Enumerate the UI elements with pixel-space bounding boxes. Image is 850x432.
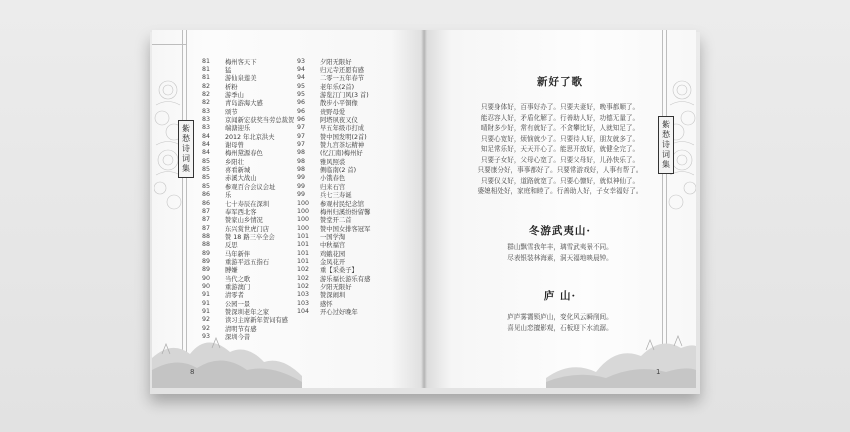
toc-page-number: 90	[202, 274, 211, 282]
poem-line: 庐庐雾霭锁庐山，变化风云瞬削间。	[507, 313, 613, 321]
poem-line: 只要心宽好，烦恼就少了。只要待人好，朋友就多了。	[480, 134, 640, 143]
toc-entry-title: 膊嫌	[225, 267, 238, 275]
right-page	[424, 30, 696, 388]
toc-entry-title: 猛	[225, 67, 232, 75]
toc-entry-title: 鸡蛾花园	[320, 250, 346, 258]
toc-entry-title: 开心过好晚年	[320, 308, 358, 316]
toc-entry-title: 2012 年北京洪夫	[225, 133, 275, 141]
toc-page-number: 100	[297, 199, 310, 207]
toc-entry-title: 喜看新城	[225, 167, 251, 175]
toc-page-number: 103	[297, 299, 310, 307]
toc-entry-title: 夕阳无限好	[320, 58, 352, 66]
poem-line: 群山飘雪我年丰，璃雪武夷景不同。	[507, 243, 613, 251]
toc-entry-title: 小饿春色	[320, 175, 346, 183]
toc-entry-title: 乡阳壮	[225, 158, 244, 166]
page-number: 8	[190, 368, 195, 376]
toc-entry-title: 谢母曾	[225, 142, 244, 150]
toc-entry	[297, 307, 370, 315]
toc-entry-title: 归来石宫	[320, 183, 346, 191]
toc-entry-title: 马年新伴	[225, 250, 251, 258]
toc-entry-title: 梅州黛源春色	[225, 150, 263, 158]
toc-entry-title: 重游平远五指石	[225, 258, 270, 266]
poem-line: 婆媳相处好，家庭和睦了。行善助人好，子女幸福好了。	[477, 187, 643, 195]
toc-page-number: 96	[297, 116, 306, 124]
toc-page-number: 100	[297, 216, 310, 224]
toc-entry-title: 端溏迎乐	[225, 125, 251, 133]
toc-entry-title: 清零者	[225, 292, 244, 300]
toc-page-number: 101	[297, 249, 310, 257]
toc-entry	[202, 182, 294, 190]
toc-page-number: 87	[202, 207, 211, 215]
ink-mountain-illustration	[152, 318, 302, 388]
toc-page-number: 97	[297, 132, 306, 140]
toc-entry-title: 游季山	[225, 92, 244, 100]
toc-page-number: 85	[202, 182, 211, 190]
toc-entry-title: 读习主席新年贺词有感	[225, 317, 288, 325]
toc-page-number: 84	[202, 149, 211, 157]
left-page	[152, 30, 424, 388]
ink-mountain-illustration	[546, 316, 696, 388]
toc-entry-title: 游乐福长游乐有感	[320, 275, 371, 283]
toc-page-number: 97	[297, 124, 306, 132]
toc-entry-title: 雅风照裘	[320, 158, 346, 166]
toc-entry-title: 赞九宫茶坛精神	[320, 142, 365, 150]
toc-entry-title: 赞深圳老年之家	[225, 308, 270, 316]
poem-title: 庐 山·	[543, 290, 577, 302]
toc-entry-title: 赞堂开二首	[320, 217, 352, 225]
toc-entry-title: 乐	[225, 192, 232, 200]
poem-line: 喜见山恋擅影观，石板迎下水流潺。	[507, 324, 613, 333]
toc-page-number: 101	[297, 257, 310, 265]
toc-page-number: 89	[202, 249, 211, 257]
toc-entry-title: 东兴赏世虎门店	[225, 225, 270, 233]
toc-entry-title: 梅州客天下	[225, 58, 257, 66]
toc-entry	[202, 132, 294, 140]
poem-line: 能忍容人好，矛盾化解了。行善助人好，功德无量了。	[480, 113, 640, 122]
toc-page-number: 102	[297, 274, 310, 282]
poem-title: 新好了歌	[537, 76, 583, 88]
toc-page-number: 95	[297, 91, 306, 99]
toc-entry-title: 中秋福宫	[320, 242, 346, 250]
toc-entry-title: 散步小平铜像	[320, 100, 358, 108]
toc-page-number: 84	[202, 141, 211, 149]
poem-line: 只要身体好，百事好办了。只要夫妻好，晚事都顺了。	[480, 103, 640, 111]
toc-page-number: 92	[202, 324, 211, 332]
toc-entry-title: 二零一五年春节	[320, 75, 365, 83]
poem-line: 只要仅义好，道路就宽了。只要心慷好，就似神仙了。	[480, 176, 640, 185]
toc-page-number: 91	[202, 299, 211, 307]
poem-body	[424, 242, 696, 264]
toc-entry-title: 夕阳无限好	[320, 283, 352, 291]
toc-entry-title: 赞中国女排客冠军	[320, 225, 371, 233]
toc-page-number: 88	[202, 232, 211, 240]
toc-entry-title: 颂节	[225, 108, 238, 116]
toc-entry	[202, 257, 294, 265]
toc-page-number: 82	[202, 91, 211, 99]
toc-entry-title: 兵七三寿诞	[320, 192, 352, 200]
toc-page-number: 91	[202, 291, 211, 299]
toc-page-number: 86	[202, 191, 211, 199]
book-gutter	[421, 30, 427, 388]
toc-entry-title: 老年乐(2首)	[320, 83, 355, 91]
toc-page-number: 86	[202, 199, 211, 207]
toc-page-number: 98	[297, 166, 306, 174]
toc-page-number: 101	[297, 232, 310, 240]
toc-entry-title: 一国学淘	[320, 233, 346, 241]
toc-entry-title: 当代之歌	[225, 275, 251, 283]
toc-entry-title: 参观百合会议会址	[225, 183, 276, 191]
toc-entry	[202, 282, 294, 290]
poem-line: 只要康分好，事事都好了。只要常游戏好，人事有帮了。	[477, 166, 643, 174]
toc-entry-title: 赞深闹圳	[320, 292, 346, 300]
toc-entry-title: 赞 18 路三卒全会	[225, 233, 275, 241]
toc-page-number: 96	[297, 99, 306, 107]
poem-line: 只要子女好，父母心宽了。只要父母好，儿孙快乐了。	[480, 155, 640, 164]
toc-page-number: 84	[202, 132, 211, 140]
toc-page-number: 99	[297, 174, 306, 182]
toc-entry-title: 梅州归溪纷纷留馨	[320, 208, 371, 216]
toc-page-number: 89	[202, 257, 211, 265]
toc-page-number: 100	[297, 207, 310, 215]
toc-page-number: 85	[202, 157, 211, 165]
toc-entry-title: 七十寿辰在深圳	[225, 200, 270, 208]
poem-line: 晴財多少好，常有就好了。不贪攀比好，人就知足了。	[480, 124, 640, 132]
toc-entry-title: 阿塔夙夜又仪	[320, 117, 358, 125]
toc-page-number: 98	[297, 149, 306, 157]
toc-page-number: 81	[202, 74, 211, 82]
toc-entry-title: 重游澳门	[225, 283, 251, 291]
toc-page-number: 83	[202, 107, 211, 115]
toc-entry-title: 青岛游海大感	[225, 100, 263, 108]
toc-entry-title: 赞家山乡情况	[225, 217, 263, 225]
toc-entry-title: 赞中国发明(2首)	[320, 133, 367, 141]
toc-page-number: 98	[297, 157, 306, 165]
toc-page-number: 103	[297, 291, 310, 299]
toc-entry-title: 重【采桑子】	[320, 267, 358, 275]
toc-entry-title: 奉军西北客	[225, 208, 257, 216]
toc-entry-title: 析粉	[225, 83, 238, 91]
toc-entry	[202, 74, 294, 82]
toc-entry	[297, 291, 370, 299]
poem-line: 尽表银装林海素，洞天福地映晨钟。	[507, 254, 613, 263]
toc-page-number: 97	[297, 141, 306, 149]
book-title-label: 紫愁诗词集	[178, 120, 194, 178]
toc-column-2	[297, 57, 370, 316]
toc-page-number: 94	[297, 66, 306, 74]
toc-page-number: 90	[202, 282, 211, 290]
toc-entry	[202, 149, 294, 157]
toc-entry-title: (忆江南)梅州好	[320, 150, 363, 158]
toc-entry-title: 清明节有感	[225, 325, 257, 333]
toc-page-number: 88	[202, 241, 211, 249]
toc-entry-title: 早五年级市打成	[320, 125, 365, 133]
toc-page-number: 81	[202, 66, 211, 74]
toc-entry	[202, 232, 294, 240]
toc-entry-title: 金凤花开	[320, 258, 346, 266]
toc-page-number: 91	[202, 307, 211, 315]
toc-entry	[202, 82, 294, 90]
toc-page-number: 93	[202, 333, 211, 341]
toc-entry-title: 公园一景	[225, 300, 251, 308]
toc-entry-title: 游仙泉莲美	[225, 75, 257, 83]
toc-entry-title: 赤溪大战山	[225, 175, 257, 183]
toc-entry-title: 深圳今昔	[225, 334, 251, 342]
poem-body	[424, 102, 696, 197]
toc-page-number: 101	[297, 241, 310, 249]
toc-page-number: 83	[202, 116, 211, 124]
toc-entry-title: 反思	[225, 242, 238, 250]
toc-page-number: 87	[202, 216, 211, 224]
toc-page-number: 94	[297, 74, 306, 82]
toc-entry	[202, 57, 294, 65]
toc-entry-title: 参观村民纪念馆	[320, 200, 365, 208]
toc-entry-title: 京闻新宏获奖当劳总裁贺	[225, 117, 295, 125]
toc-page-number: 87	[202, 224, 211, 232]
toc-entry	[202, 99, 294, 107]
toc-entry-title: 贵野母爱	[320, 108, 346, 116]
toc-entry-title: 侧临南(2 首)	[320, 167, 357, 175]
toc-column-1	[202, 57, 294, 341]
toc-page-number: 92	[202, 316, 211, 324]
book-title-label: 紫愁诗词集	[658, 116, 674, 174]
toc-page-number: 95	[297, 82, 306, 90]
toc-page-number: 99	[297, 182, 306, 190]
toc-entry-title: 游览江门风(3 首)	[320, 92, 369, 100]
toc-page-number: 85	[202, 166, 211, 174]
margin-rule	[152, 44, 186, 45]
toc-page-number: 104	[297, 307, 310, 315]
toc-page-number: 85	[202, 174, 211, 182]
toc-page-number: 96	[297, 107, 306, 115]
poem-line: 知足常乐好，天天开心了。能思开放好，就健全完了。	[480, 145, 640, 153]
toc-entry-title: 感怀	[320, 300, 333, 308]
toc-entry-title: 归元寺还愿有感	[320, 67, 365, 75]
toc-page-number: 99	[297, 191, 306, 199]
toc-page-number: 102	[297, 266, 310, 274]
toc-page-number: 89	[202, 266, 211, 274]
poem-title: 冬游武夷山·	[528, 225, 592, 237]
toc-page-number: 93	[297, 57, 306, 65]
page-number: 1	[656, 368, 661, 376]
toc-page-number: 102	[297, 282, 310, 290]
toc-page-number: 82	[202, 99, 211, 107]
toc-page-number: 83	[202, 124, 211, 132]
toc-page-number: 82	[202, 82, 211, 90]
toc-page-number: 100	[297, 224, 310, 232]
toc-page-number: 81	[202, 57, 211, 65]
